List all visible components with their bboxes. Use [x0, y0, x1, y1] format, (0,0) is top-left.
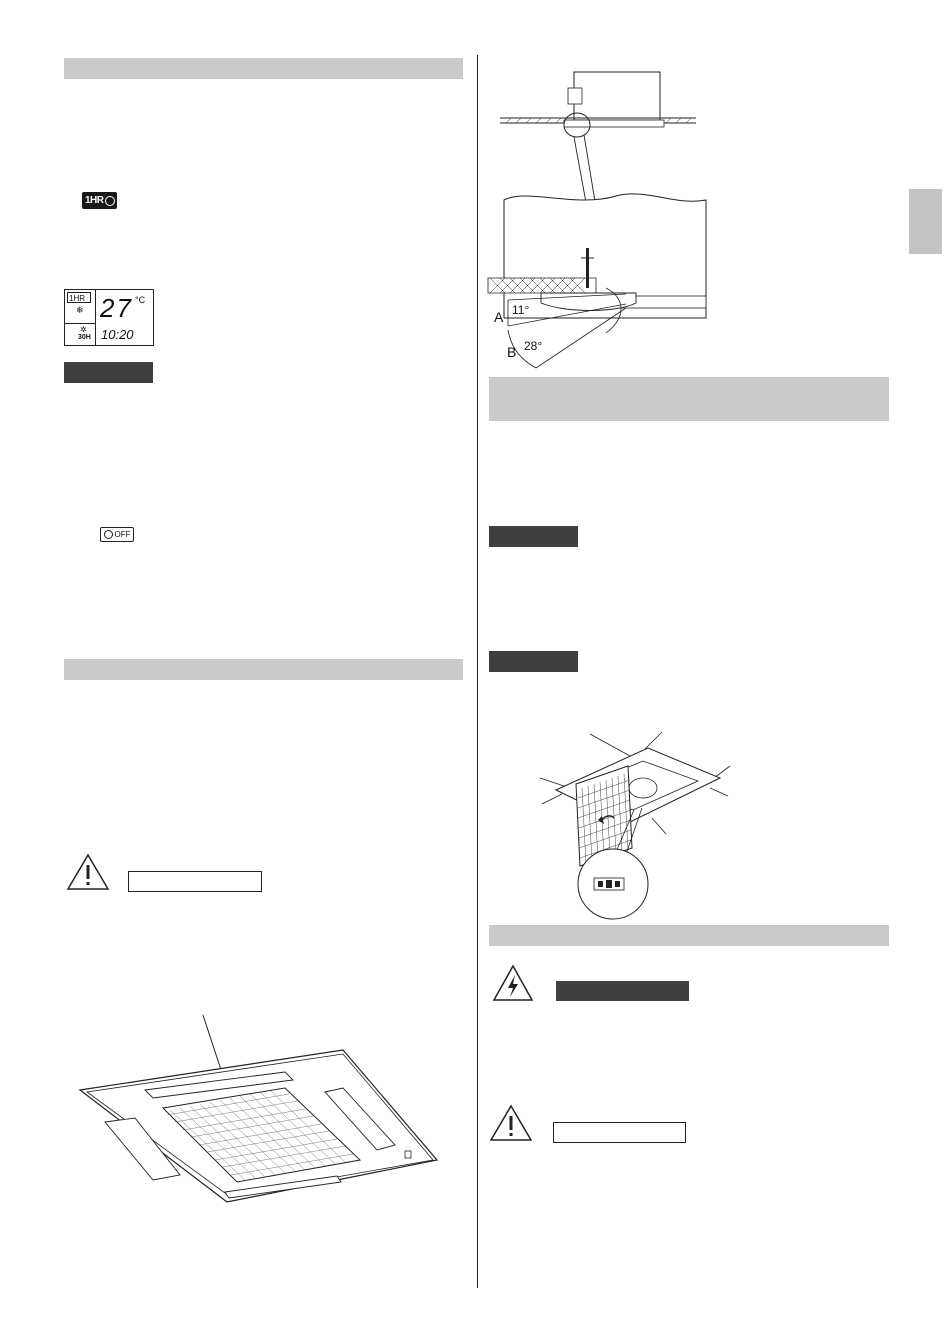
electrical-hazard-icon [492, 964, 534, 1002]
clock-icon [104, 530, 113, 539]
page-tab-marker [909, 189, 942, 254]
angle-label-b: B [507, 344, 517, 360]
section-header-bar [489, 377, 889, 421]
note-label-bar [489, 526, 578, 547]
caution-label-box [128, 871, 262, 892]
one-hour-timer-icon [82, 192, 117, 209]
fan-icon: ✲ [80, 325, 87, 334]
lcd-mode-badge [67, 292, 91, 303]
lcd-mode-panel [65, 290, 96, 345]
lcd-fan-label: 30H [78, 334, 91, 341]
section-header-bar [64, 659, 463, 680]
section-header-bar [64, 58, 463, 79]
timer-off-label: OFF [114, 530, 131, 539]
filter-removal-illustration [538, 726, 738, 916]
cassette-unit-illustration [75, 1010, 450, 1210]
lcd-temperature: 27 [100, 293, 133, 323]
angle-label-a: A [494, 309, 504, 325]
clock-icon [105, 196, 115, 206]
caution-triangle-icon [489, 1104, 533, 1142]
lcd-time: 10:20 [101, 327, 134, 342]
lcd-separator [65, 323, 95, 324]
lcd-temperature-unit: °C [135, 295, 146, 305]
angle-value-a: 11° [512, 303, 530, 317]
snowflake-icon: ❄ [76, 305, 84, 315]
lcd-mode-label: 1HR [69, 294, 86, 303]
danger-label-bar [556, 981, 689, 1001]
caution-label-box [553, 1122, 686, 1143]
lcd-display [64, 289, 154, 346]
angle-value-b: 28° [524, 339, 543, 353]
section-header-bar [489, 925, 889, 946]
note-label-bar [489, 651, 578, 672]
ceiling-installation-diagram [486, 68, 711, 378]
one-hour-icon-label: 1HR [85, 195, 104, 206]
column-divider [477, 55, 478, 1288]
caution-triangle-icon [66, 853, 110, 891]
timer-off-icon [100, 527, 134, 542]
note-label-bar [64, 362, 153, 383]
